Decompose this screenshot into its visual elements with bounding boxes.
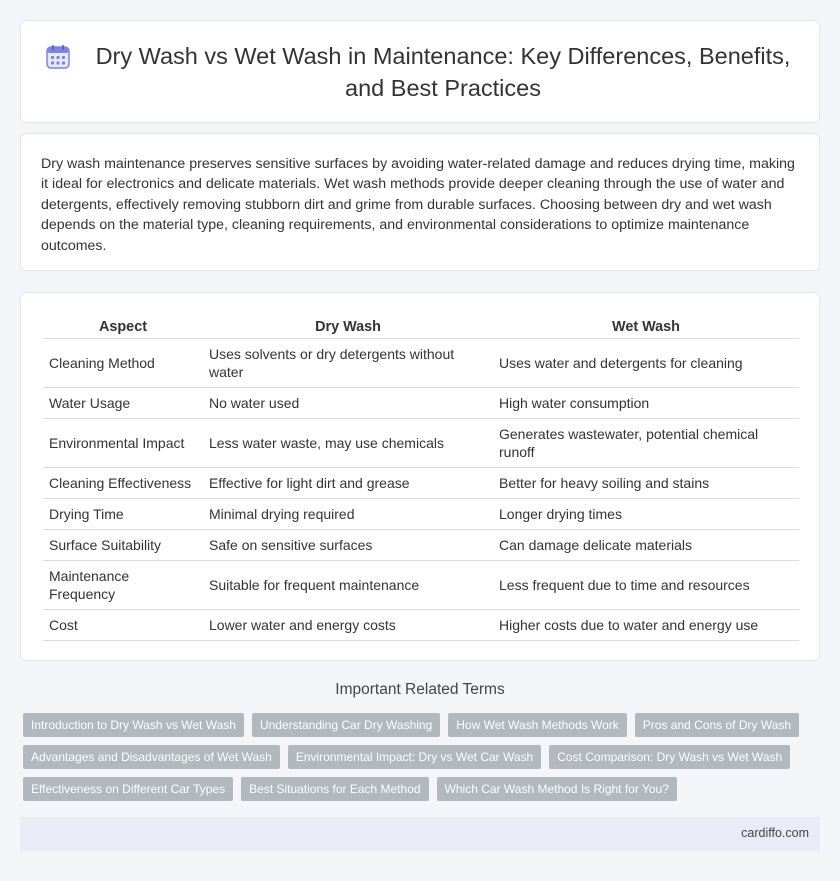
table-row [43, 388, 799, 419]
footer-site-link[interactable]: cardiffo.com [741, 826, 809, 840]
related-tag[interactable]: Which Car Wash Method Is Right for You? [437, 777, 677, 801]
row-dry-wash: Less water waste, may use chemicals [203, 419, 493, 468]
row-aspect: Environmental Impact [43, 419, 203, 468]
table-header-row [43, 311, 799, 339]
row-aspect: Surface Suitability [43, 530, 203, 561]
related-terms-heading: Important Related Terms [335, 681, 505, 698]
footer [20, 817, 820, 851]
row-aspect: Cleaning Effectiveness [43, 468, 203, 499]
row-wet-wash: Better for heavy soiling and stains [493, 468, 799, 499]
row-wet-wash: Generates wastewater, potential chemical runoff [493, 419, 799, 468]
related-tag[interactable]: Advantages and Disadvantages of Wet Wash [23, 745, 280, 769]
title-row [21, 21, 819, 122]
related-tag[interactable]: Best Situations for Each Method [241, 777, 428, 801]
intro-card [20, 133, 820, 271]
row-dry-wash: Effective for light dirt and grease [203, 468, 493, 499]
row-aspect: Cleaning Method [43, 339, 203, 388]
related-tag[interactable]: Environmental Impact: Dry vs Wet Car Wash [288, 745, 541, 769]
row-dry-wash: Lower water and energy costs [203, 610, 493, 641]
table-row [43, 530, 799, 561]
row-aspect: Drying Time [43, 499, 203, 530]
related-tag[interactable]: Understanding Car Dry Washing [252, 713, 440, 737]
title-card [20, 20, 820, 123]
row-wet-wash: Higher costs due to water and energy use [493, 610, 799, 641]
row-wet-wash: Less frequent due to time and resources [493, 561, 799, 610]
page-title: Dry Wash vs Wet Wash in Maintenance: Key Differences, Benefits, and Best Practices [95, 42, 791, 101]
table-row [43, 419, 799, 468]
row-dry-wash: Uses solvents or dry detergents without water [203, 339, 493, 388]
row-dry-wash: Safe on sensitive surfaces [203, 530, 493, 561]
row-wet-wash: High water consumption [493, 388, 799, 419]
row-dry-wash: Suitable for frequent maintenance [203, 561, 493, 610]
related-tag[interactable]: How Wet Wash Methods Work [448, 713, 627, 737]
related-tag[interactable]: Introduction to Dry Wash vs Wet Wash [23, 713, 244, 737]
related-terms-tags [23, 713, 823, 801]
row-dry-wash: No water used [203, 388, 493, 419]
header-aspect: Aspect [43, 311, 203, 339]
table-row [43, 339, 799, 388]
header-wet-wash: Wet Wash [493, 311, 799, 339]
table-row [43, 561, 799, 610]
row-aspect: Water Usage [43, 388, 203, 419]
row-aspect: Cost [43, 610, 203, 641]
related-tag[interactable]: Effectiveness on Different Car Types [23, 777, 233, 801]
header-dry-wash: Dry Wash [203, 311, 493, 339]
table-row [43, 468, 799, 499]
calendar-icon [45, 44, 71, 70]
table-row [43, 499, 799, 530]
related-tag[interactable]: Cost Comparison: Dry Wash vs Wet Wash [549, 745, 790, 769]
row-wet-wash: Longer drying times [493, 499, 799, 530]
related-tag[interactable]: Pros and Cons of Dry Wash [635, 713, 799, 737]
comparison-table [43, 311, 799, 641]
table-row [43, 610, 799, 641]
row-aspect: Maintenance Frequency [43, 561, 203, 610]
row-dry-wash: Minimal drying required [203, 499, 493, 530]
comparison-table-card [20, 292, 820, 661]
row-wet-wash: Uses water and detergents for cleaning [493, 339, 799, 388]
row-wet-wash: Can damage delicate materials [493, 530, 799, 561]
intro-paragraph: Dry wash maintenance preserves sensitive surfaces by avoiding water-related damage and reduces drying time, making it ideal for electronics and delicate materials. Wet wash methods provide deeper cleaning through the use of water and detergents, effectively removing stubborn dirt and grime from durable surfaces. Choosing between dry and wet wash depends on the material type, cleaning requirements, and environmental considerations to optimize maintenance outcomes. [41, 156, 795, 254]
